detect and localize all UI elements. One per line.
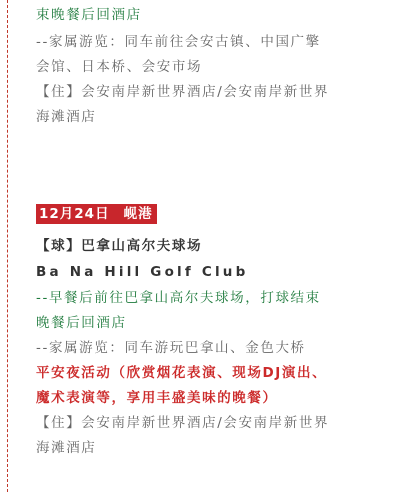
stay-line: 【住】会安南岸新世界酒店/会安南岸新世界 <box>36 84 330 100</box>
golf-course-title: 【球】巴拿山高尔夫球场 <box>36 238 203 254</box>
stay-line-2-cont: 海滩酒店 <box>36 440 97 456</box>
stay-line-2: 【住】会安南岸新世界酒店/会安南岸新世界 <box>36 415 330 431</box>
date-city-badge <box>36 204 157 224</box>
golf-course-english: Ba Na Hill Golf Club <box>36 264 249 280</box>
city-label: 岘港 <box>123 206 153 222</box>
dinner-return-line: 束晚餐后回酒店 <box>36 7 142 23</box>
family-tour-line-cont: 会馆、日本桥、会安市场 <box>36 59 203 75</box>
christmas-eve-event: 平安夜活动（欣赏烟花表演、现场DJ演出、 <box>36 365 328 381</box>
family-tour-line-2: --家属游览：同车游玩巴拿山、金色大桥 <box>36 340 306 356</box>
golf-desc-line: --早餐后前往巴拿山高尔夫球场，打球结束 <box>36 290 321 306</box>
family-tour-line: --家属游览：同车前往会安古镇、中国广擎 <box>36 34 321 50</box>
dashed-margin-rule <box>7 0 8 492</box>
stay-line-cont: 海滩酒店 <box>36 109 97 125</box>
golf-desc-line-cont: 晚餐后回酒店 <box>36 315 127 331</box>
christmas-eve-event-cont: 魔术表演等，享用丰盛美味的晚餐） <box>36 390 278 406</box>
date-label: 12月24日 <box>39 206 110 222</box>
